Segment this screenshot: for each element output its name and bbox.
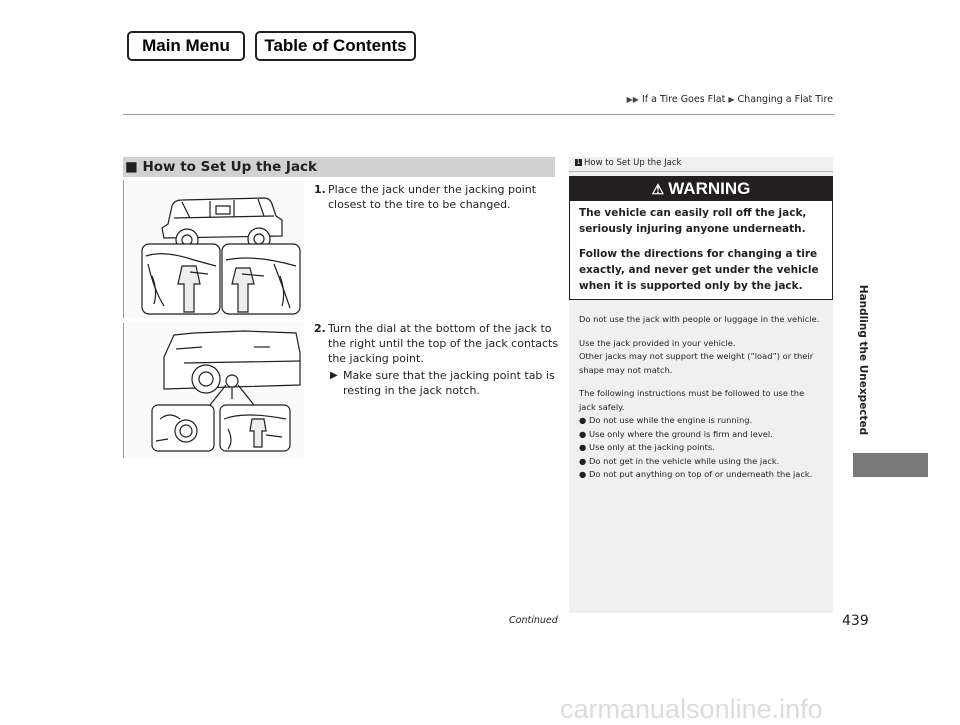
warning-box (569, 176, 833, 300)
step-text: Place the jack under the jacking point closest to the tire to be changed. (328, 183, 537, 211)
list-item (579, 441, 821, 455)
jack-dial-drawing (124, 323, 304, 458)
breadcrumb-item-flat-tire[interactable]: If a Tire Goes Flat (641, 94, 726, 105)
substep (330, 368, 558, 398)
list-item (579, 428, 821, 442)
warning-text-1: The vehicle can easily roll off the jack, seriously injuring anyone underneath. (579, 207, 807, 235)
page-number: 439 (842, 613, 869, 629)
list-item (579, 468, 821, 482)
substep-arrow-icon: ▶ (330, 370, 338, 381)
warning-text-2: Follow the directions for changing a tire exactly, and never get under the vehicle when it is supported only by the jack. (579, 248, 819, 292)
section-title: How to Set Up the Jack (142, 159, 318, 175)
warning-heading: WARNING (668, 179, 751, 198)
list-item-text: Use only where the ground is firm and level. (589, 428, 773, 439)
list-item (579, 414, 821, 428)
bullet-icon: ● (579, 469, 587, 479)
header-divider (123, 114, 834, 115)
sidebar-body (579, 313, 821, 482)
step-2 (314, 321, 559, 366)
breadcrumb (627, 94, 833, 105)
continued-label: Continued (509, 615, 558, 626)
jack-dial-illustration (123, 323, 304, 458)
sidebar-paragraph: Do not use the jack with people or luggage in the vehicle. (579, 314, 820, 324)
step-number: 2. (314, 322, 326, 335)
chapter-label-text: Handling the Unexpected (857, 284, 869, 436)
breadcrumb-arrow-icon: ▶▶ (626, 95, 639, 104)
warning-triangle-icon: ⚠ (651, 181, 665, 197)
list-item-text: Do not put anything on top of or underneath the jack. (589, 469, 813, 479)
sidebar-paragraph: The following instructions must be followed to use the jack safely. (579, 388, 805, 412)
step-number: 1. (314, 183, 326, 196)
table-of-contents-button[interactable]: Table of Contents (255, 31, 416, 61)
jack-placement-drawing (124, 180, 304, 318)
warning-header (570, 177, 832, 201)
bullet-icon: ● (579, 415, 587, 425)
watermark: carmanualsonline.info (560, 694, 823, 724)
step-text: Turn the dial at the bottom of the jack to the right until the top of the jack contacts the jacking point. (328, 322, 559, 365)
sidebar-title (575, 158, 681, 168)
jack-placement-illustration (123, 180, 304, 318)
main-menu-button[interactable]: Main Menu (127, 31, 245, 61)
bullet-icon: ● (579, 428, 587, 439)
sidebar-paragraph: Use the jack provided in your vehicle. (579, 337, 736, 348)
bullet-icon: ● (579, 442, 587, 452)
chapter-side-label (853, 260, 873, 460)
sidebar-paragraph: Other jacks may not support the weight (“load”) or their shape may not match. (579, 351, 814, 375)
breadcrumb-arrow-icon: ▶ (728, 95, 735, 104)
breadcrumb-item-changing[interactable]: Changing a Flat Tire (737, 94, 833, 105)
bullet-icon: ● (579, 455, 587, 466)
section-heading (123, 157, 555, 177)
substep-text: Make sure that the jacking point tab is resting in the jack notch. (343, 369, 555, 397)
list-item (579, 455, 821, 469)
sidebar-title-text: How to Set Up the Jack (584, 158, 682, 168)
list-item-text: Do not get in the vehicle while using the jack. (589, 455, 780, 466)
list-item-text: Do not use while the engine is running. (589, 415, 753, 425)
chapter-tab-marker[interactable] (853, 453, 928, 477)
step-1 (314, 182, 559, 212)
section-bullet-icon: ■ (125, 159, 138, 175)
sidebar-divider (569, 171, 833, 172)
note-icon: 1 (576, 159, 581, 166)
list-item-text: Use only at the jacking points. (589, 442, 715, 452)
